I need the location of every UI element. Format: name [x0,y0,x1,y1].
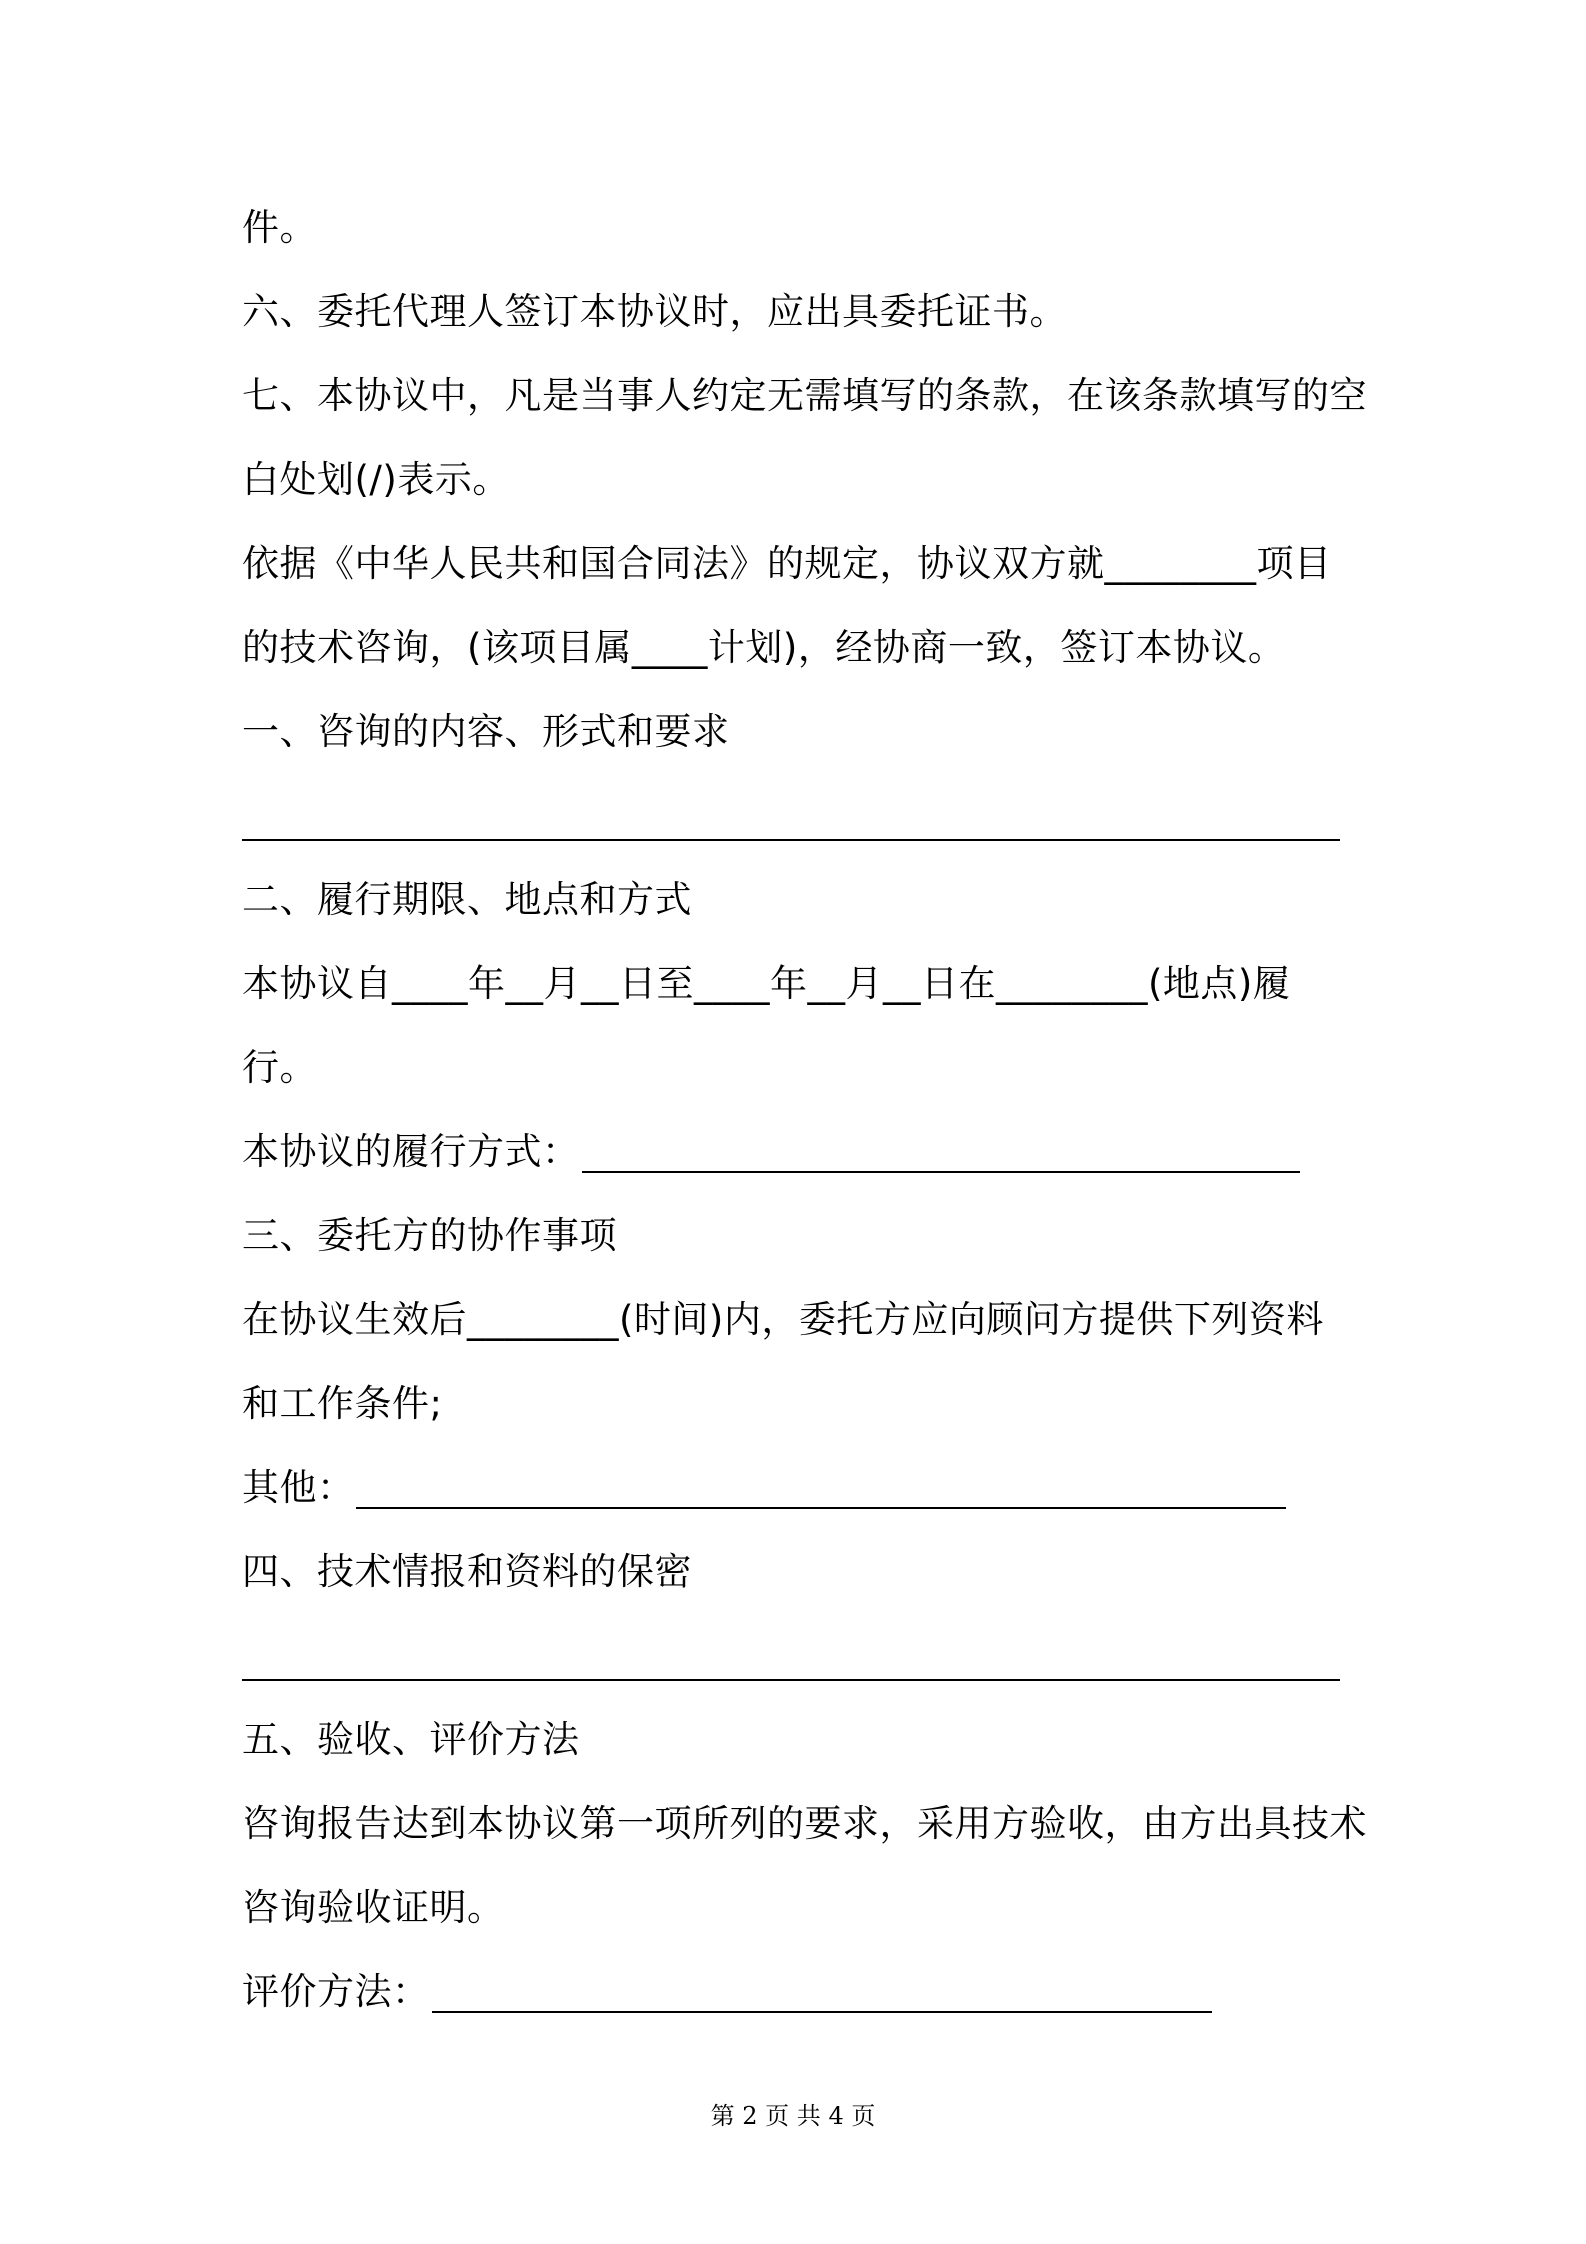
clause-7-continued: 白处划(/)表示。 [242,458,510,501]
other-blank [356,1507,1286,1509]
term-location-line: 本协议自____年__月__日至____年__月__日在________(地点)履 [242,962,1291,1005]
section-1-heading: 一、咨询的内容、形式和要求 [242,710,730,753]
cooperation-continued: 和工作条件; [242,1382,443,1425]
acceptance-line: 咨询报告达到本协议第一项所列的要求，采用方验收，由方出具技术 [242,1802,1367,1845]
term-location-continued: 行。 [242,1046,317,1089]
section-1-blank-line [242,839,1340,841]
performance-method-label: 本协议的履行方式： [242,1130,580,1173]
performance-method-blank [582,1171,1300,1173]
evaluation-method-label: 评价方法： [242,1970,430,2013]
evaluation-method-blank [432,2011,1212,2013]
other-label: 其他： [242,1466,355,1509]
section-2-heading: 二、履行期限、地点和方式 [242,878,692,921]
section-3-heading: 三、委托方的协作事项 [242,1214,617,1257]
section-5-heading: 五、验收、评价方法 [242,1718,580,1761]
clause-6: 六、委托代理人签订本协议时，应出具委托证书。 [242,290,1067,333]
section-4-blank-line [242,1679,1340,1681]
acceptance-continued: 咨询验收证明。 [242,1886,505,1929]
cooperation-line: 在协议生效后________(时间)内，委托方应向顾问方提供下列资料 [242,1298,1324,1341]
preamble-line-1: 依据《中华人民共和国合同法》的规定，协议双方就________项目 [242,542,1332,585]
clause-7: 七、本协议中，凡是当事人约定无需填写的条款，在该条款填写的空 [242,374,1367,417]
text-line-1: 件。 [242,206,317,249]
section-4-heading: 四、技术情报和资料的保密 [242,1550,692,1593]
preamble-line-2: 的技术咨询，(该项目属____计划)，经协商一致，签订本协议。 [242,626,1286,669]
page-number-footer: 第 2 页 共 4 页 [710,2102,876,2130]
